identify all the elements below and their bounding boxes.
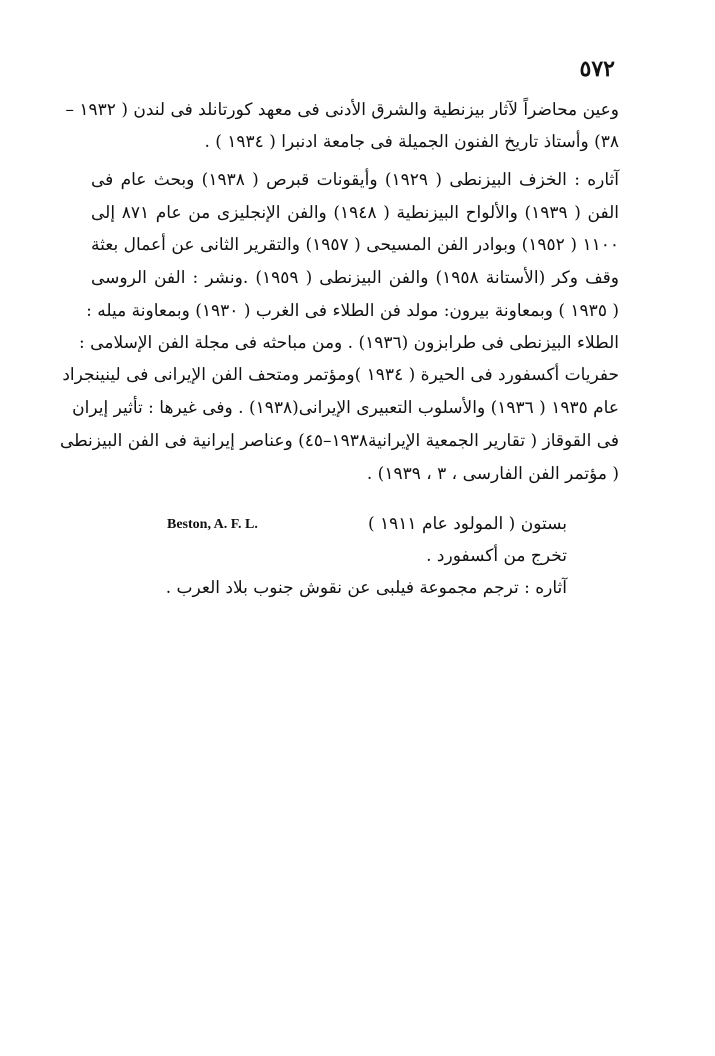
paragraph-line: ٣٨) وأستاذ تاريخ الفنون الجميلة فى جامعة ادنبرا ( ١٩٣٤ ) . — [204, 132, 619, 152]
page-number: ٥٧٢ — [579, 56, 615, 82]
paragraph-line: ( مؤتمر الفن الفارسى ، ٣ ، ١٩٣٩) . — [366, 464, 619, 484]
entry-line: آثاره : ترجم مجموعة فيلبى عن نقوش جنوب بلاد العرب . — [165, 578, 567, 598]
paragraph-line: وعين محاضراً لآثار بيزنطية والشرق الأدنى فى معهد كورتانلد فى لندن ( ١٩٣٢ – — [65, 100, 619, 120]
entry-heading — [167, 512, 567, 538]
paragraph-line: الفن ( ١٩٣٩) والألواح البيزنطية ( ١٩٤٨) والفن الإنجليزى من عام ٨٧١ إلى — [91, 203, 619, 223]
paragraph-line: ( ١٩٣٥ ) وبمعاونة بيرون: مولد فن الطلاء فى الغرب ( ١٩٣٠) وبمعاونة ميله : — [86, 301, 619, 321]
paragraph-line: حفريات أكسفورد فى الحيرة ( ١٩٣٤ )ومؤتمر ومتحف الفن الإيرانى فى لينينجراد — [62, 365, 619, 385]
paragraph-line: فى القوقاز ( تقارير الجمعية الإيرانية١٩٣٨–٤٥) وعناصر إيرانية فى الفن البيزنطى — [59, 431, 619, 451]
paragraph-line: ١١٠٠ ( ١٩٥٢) وبوادر الفن المسيحى ( ١٩٥٧) والتقرير الثانى عن أعمال بعثة — [91, 235, 619, 255]
paragraph-line: آثاره : الخزف البيزنطى ( ١٩٢٩) وأيقونات قبرص ( ١٩٣٨) وبحث عام فى — [91, 170, 619, 190]
paragraph-line: الطلاء البيزنطى فى طرابزون (١٩٣٦) . ومن مباحثه فى مجلة الفن الإسلامى : — [79, 333, 619, 353]
entry-latin-name: Beston, A. F. L. — [167, 517, 258, 532]
paragraph-line: عام ١٩٣٥ ( ١٩٣٦) والأسلوب التعبيرى الإيرانى(١٩٣٨) . وفى غيرها : تأثير إيران — [72, 398, 619, 418]
entry-line: تخرج من أكسفورد . — [426, 546, 567, 566]
paragraph-line: وقف وكر (الأستانة ١٩٥٨) والفن البيزنطى ( ١٩٥٩) .ونشر : الفن الروسى — [91, 268, 619, 288]
entry-arabic-heading: بستون ( المولود عام ١٩١١ ) — [367, 514, 567, 534]
